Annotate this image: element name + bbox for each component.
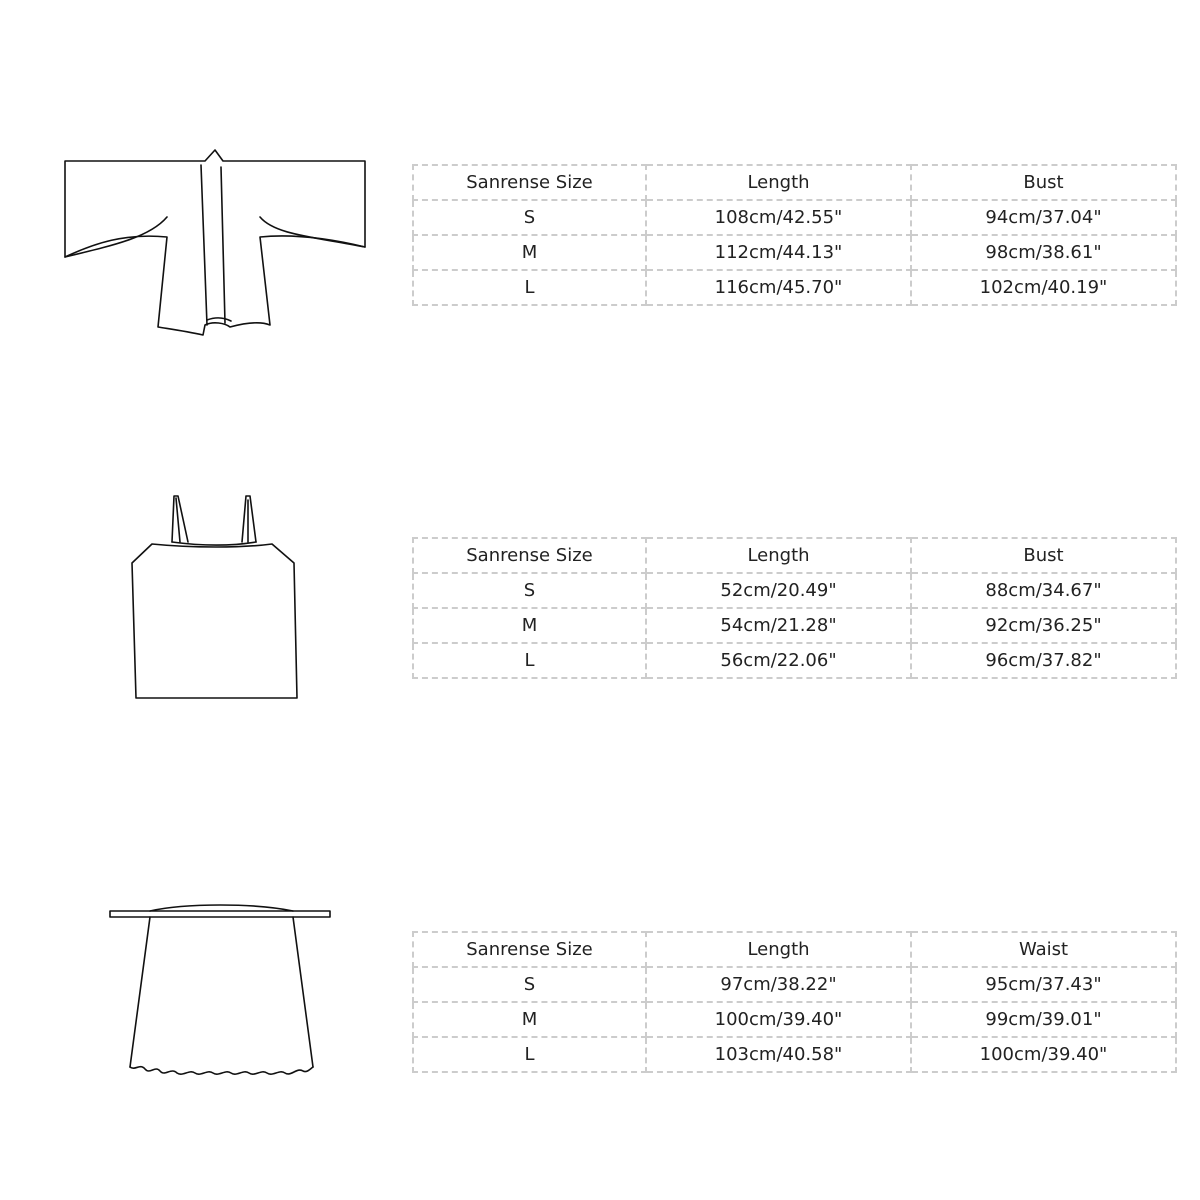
header-length: Length [646,538,911,573]
size-cell: L [413,1037,646,1072]
header-size: Sanrense Size [413,538,646,573]
header-size: Sanrense Size [413,932,646,967]
bust-cell: 96cm/37.82" [911,643,1176,678]
table-row [413,1037,1176,1072]
size-table-3 [412,931,1177,1073]
size-cell: S [413,573,646,608]
table-row [413,200,1176,235]
bust-cell: 102cm/40.19" [911,270,1176,305]
table-header-row [413,932,1176,967]
waist-cell: 99cm/39.01" [911,1002,1176,1037]
size-table-2 [412,537,1177,679]
length-cell: 56cm/22.06" [646,643,911,678]
header-bust: Bust [911,165,1176,200]
kimono-cardigan-icon [55,145,375,345]
bust-cell: 94cm/37.04" [911,200,1176,235]
length-cell: 52cm/20.49" [646,573,911,608]
length-cell: 112cm/44.13" [646,235,911,270]
size-cell: M [413,235,646,270]
size-cell: L [413,643,646,678]
table-header-row [413,165,1176,200]
length-cell: 97cm/38.22" [646,967,911,1002]
table-row [413,573,1176,608]
table-row [413,643,1176,678]
length-cell: 54cm/21.28" [646,608,911,643]
length-cell: 116cm/45.70" [646,270,911,305]
table-row [413,608,1176,643]
length-cell: 108cm/42.55" [646,200,911,235]
table-row [413,235,1176,270]
header-waist: Waist [911,932,1176,967]
bust-cell: 92cm/36.25" [911,608,1176,643]
size-cell: L [413,270,646,305]
bust-cell: 88cm/34.67" [911,573,1176,608]
table-row [413,967,1176,1002]
bust-cell: 98cm/38.61" [911,235,1176,270]
length-cell: 100cm/39.40" [646,1002,911,1037]
camisole-top-icon [122,488,307,708]
size-table-1 [412,164,1177,306]
waist-cell: 95cm/37.43" [911,967,1176,1002]
size-cell: M [413,608,646,643]
skirt-icon [105,895,337,1085]
header-size: Sanrense Size [413,165,646,200]
table-row [413,1002,1176,1037]
table-row [413,270,1176,305]
size-cell: S [413,200,646,235]
header-length: Length [646,932,911,967]
table-header-row [413,538,1176,573]
length-cell: 103cm/40.58" [646,1037,911,1072]
header-bust: Bust [911,538,1176,573]
size-cell: S [413,967,646,1002]
size-cell: M [413,1002,646,1037]
header-length: Length [646,165,911,200]
waist-cell: 100cm/39.40" [911,1037,1176,1072]
